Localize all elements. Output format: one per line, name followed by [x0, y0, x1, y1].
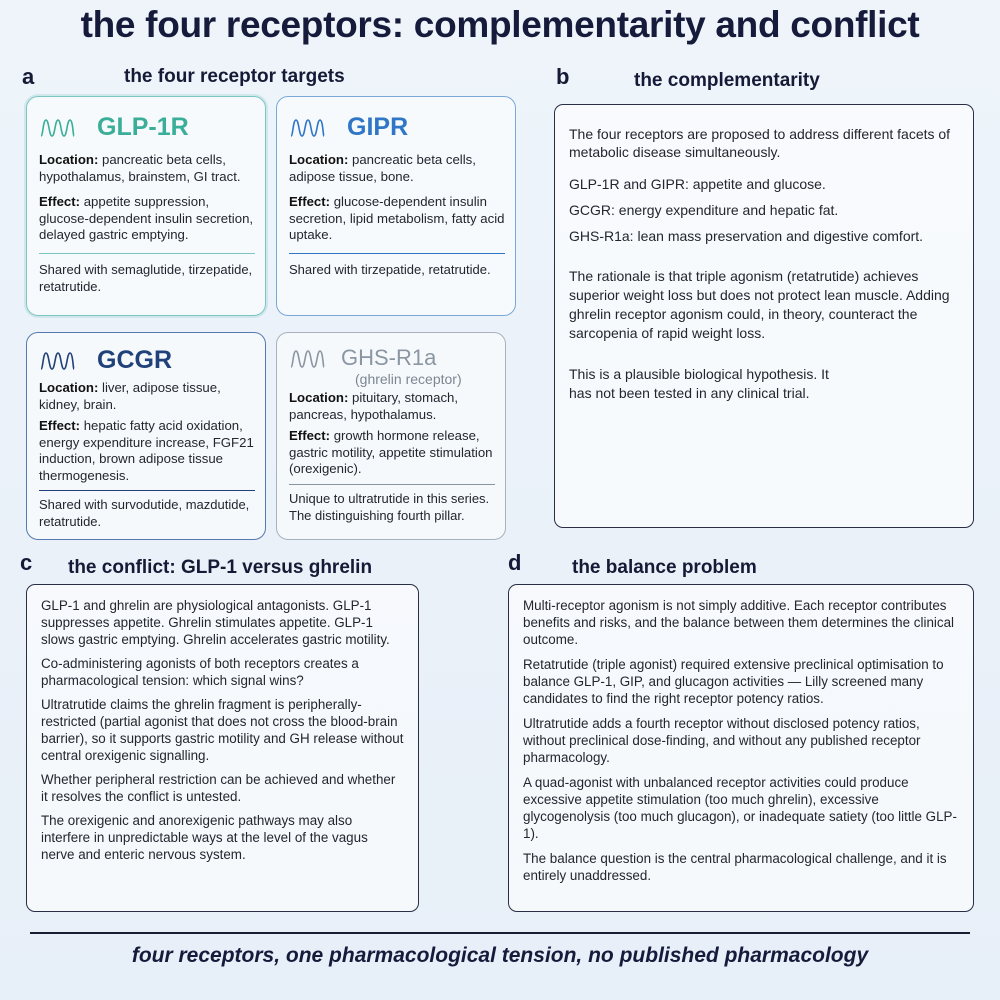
- panel-c-heading: the conflict: GLP-1 versus ghrelin: [68, 557, 373, 578]
- balance-paragraph: Multi-receptor agonism is not simply additive. Each receptor contributes benefits and risks, and the balance between them determines the clinical outcome.: [523, 598, 954, 647]
- complementarity-paragraph: The rationale is that triple agonism (retatrutide) achieves superior weight loss but does not protect lean muscle. Adding ghrelin receptor agonism could, in theory, counteract the sarcopenia of rapid weight loss.: [569, 268, 950, 341]
- balance-box: [508, 584, 974, 912]
- complementarity-paragraph: GLP-1R and GIPR: appetite and glucose.: [569, 176, 826, 192]
- receptor-subtitle: (ghrelin receptor): [355, 371, 462, 387]
- location-label: Location:: [39, 380, 99, 395]
- receptor-icon: [289, 112, 325, 142]
- receptor-name: GLP-1R: [97, 112, 189, 141]
- panel-a-letter: a: [22, 64, 35, 89]
- panel-d-heading: the balance problem: [572, 557, 757, 578]
- page-title: the four receptors: complementarity and conflict: [80, 4, 920, 45]
- shared-text: Shared with tirzepatide, retatrutide.: [289, 261, 491, 277]
- effect-text: glucose-dependent insulin secretion, lipid metabolism, fatty acid uptake.: [289, 194, 505, 242]
- location-label: Location:: [289, 390, 349, 405]
- divider: [39, 490, 255, 491]
- panel-a-heading: the four receptor targets: [124, 66, 345, 87]
- conflict-paragraph: GLP-1 and ghrelin are physiological antagonists. GLP-1 suppresses appetite. Ghrelin stimulates appetite. GLP-1 slows gastric emptying. Ghrelin accelerates gastric motility.: [41, 598, 390, 647]
- location-text: pituitary, stomach, pancreas, hypothalamus.: [289, 390, 459, 422]
- location-text: liver, adipose tissue, kidney, brain.: [39, 380, 221, 412]
- conflict-paragraph: Ultratrutide claims the ghrelin fragment is peripherally-restricted (partial agonist that does not cross the blood-brain barrier), so it supports gastric motility and GH release without central orexigenic signalling.: [41, 697, 404, 763]
- location-label: Location:: [289, 152, 349, 167]
- location-label: Location:: [39, 152, 99, 167]
- conflict-paragraph: Co-administering agonists of both receptors creates a pharmacological tension: which signal wins?: [41, 656, 359, 688]
- footer-divider: [30, 932, 970, 934]
- effect-label: Effect:: [289, 428, 331, 443]
- divider: [289, 484, 495, 485]
- panel-b-letter: b: [556, 64, 570, 89]
- complementarity-paragraph: GHS-R1a: lean mass preservation and digestive comfort.: [569, 228, 924, 244]
- location-text: pancreatic beta cells, hypothalamus, brainstem, GI tract.: [39, 152, 241, 184]
- shared-text: Unique to ultratrutide in this series. The distinguishing fourth pillar.: [289, 490, 490, 523]
- conflict-paragraph: Whether peripheral restriction can be achieved and whether it resolves the conflict is untested.: [41, 772, 396, 804]
- complementarity-paragraph: The four receptors are proposed to address different facets of metabolic disease simultaneously.: [569, 126, 951, 160]
- divider: [39, 253, 255, 254]
- effect-label: Effect:: [289, 194, 331, 209]
- panel-c-letter: c: [20, 550, 33, 575]
- balance-paragraph: The balance question is the central pharmacological challenge, and it is entirely unaddressed.: [523, 851, 947, 883]
- effect-label: Effect:: [39, 194, 81, 209]
- balance-paragraph: Retatrutide (triple agonist) required extensive preclinical optimisation to balance GLP-1, GIP, and glucagon activities — Lilly screened many candidates to find the right receptor potency ratios.: [523, 657, 944, 706]
- conflict-box: [26, 584, 419, 912]
- location-text: pancreatic beta cells, adipose tissue, bone.: [289, 152, 476, 184]
- shared-text: Shared with survodutide, mazdutide, retatrutide.: [39, 497, 250, 529]
- receptor-card-ghsr1a: [276, 332, 506, 540]
- receptor-icon: [39, 112, 75, 142]
- footer-caption: four receptors, one pharmacological tension, no published pharmacology: [131, 944, 869, 967]
- complementarity-box: [554, 104, 974, 528]
- receptor-card-gipr: [276, 96, 516, 316]
- divider: [289, 253, 505, 254]
- receptor-name: GCGR: [97, 345, 172, 374]
- receptor-card-glp1r: [26, 96, 266, 316]
- receptor-card-gcgr: [26, 332, 266, 540]
- shared-text: Shared with semaglutide, tirzepatide, retatrutide.: [39, 261, 253, 294]
- receptor-name: GIPR: [347, 112, 409, 141]
- effect-text: hepatic fatty acid oxidation, energy expenditure increase, FGF21 induction, brown adipose tissue thermogenesis.: [39, 418, 254, 483]
- conflict-paragraph: The orexigenic and anorexigenic pathways may also interfere in unpredictable ways at the level of the vagus nerve and enteric nervous system.: [41, 813, 368, 862]
- receptor-name: GHS-R1a: [341, 345, 437, 370]
- effect-text: growth hormone release, gastric motility, appetite stimulation (orexigenic).: [289, 428, 493, 476]
- receptor-icon: [289, 343, 325, 373]
- receptor-icon: [39, 345, 75, 375]
- panel-b-heading: the complementarity: [634, 70, 820, 91]
- effect-text: appetite suppression, glucose-dependent insulin secretion, delayed gastric emptying.: [39, 194, 254, 242]
- effect-label: Effect:: [39, 418, 81, 433]
- complementarity-paragraph: This is a plausible biological hypothesis. It has not been tested in any clinical trial.: [569, 366, 829, 401]
- balance-paragraph: A quad-agonist with unbalanced receptor activities could produce excessive appetite stimulation (too much ghrelin), excessive glycogenolysis (too much glucagon), or inadequate satiety (too little GLP-1).: [523, 775, 957, 841]
- complementarity-paragraph: GCGR: energy expenditure and hepatic fat.: [569, 202, 839, 218]
- balance-paragraph: Ultratrutide adds a fourth receptor without disclosed potency ratios, without preclinical dose-finding, and without any published receptor pharmacology.: [523, 716, 921, 765]
- panel-d-letter: d: [508, 550, 522, 575]
